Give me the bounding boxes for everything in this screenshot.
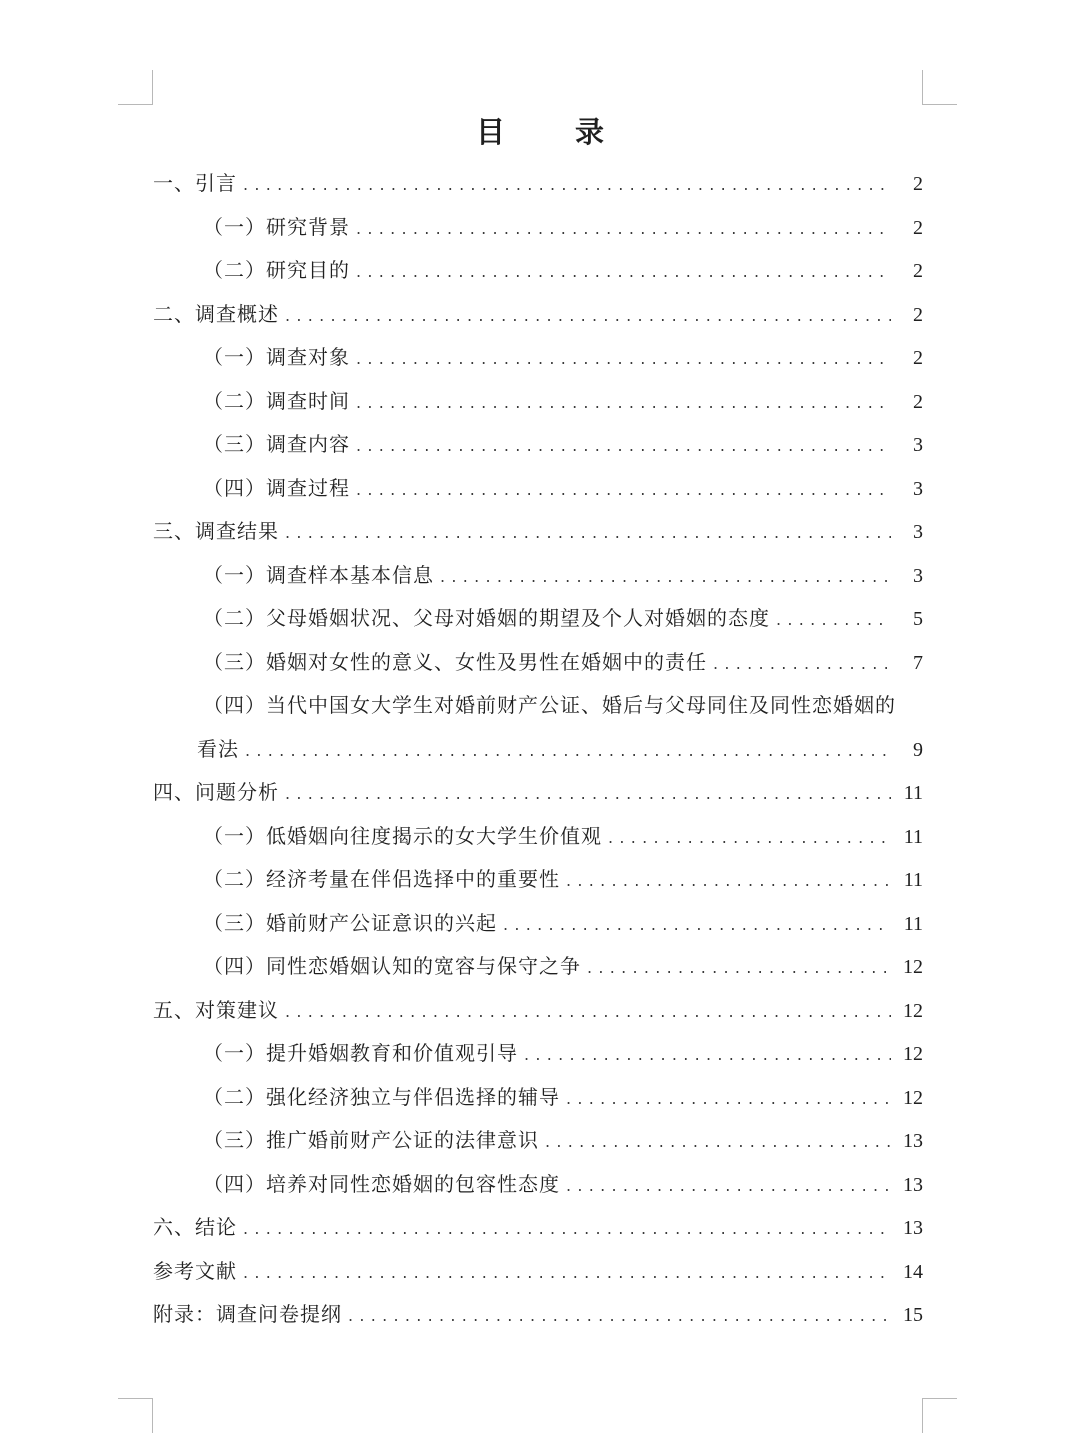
toc-dot-leader — [356, 337, 891, 381]
toc-entry[interactable] — [153, 293, 923, 337]
toc-dot-leader — [566, 859, 891, 903]
toc-page-number: 2 — [913, 347, 923, 369]
toc-dot-leader — [440, 555, 891, 599]
toc-entry-continuation[interactable] — [153, 728, 923, 772]
toc-entry[interactable] — [153, 510, 923, 554]
toc-entry[interactable] — [153, 815, 923, 859]
toc-entry-text: 看法 — [197, 736, 239, 761]
toc-entry-text: 一、引言 — [153, 171, 237, 195]
toc-entry-text: （二）经济考量在伴侣选择中的重要性 — [203, 867, 560, 891]
toc-page-number: 5 — [913, 608, 923, 630]
toc-entry-text: （二）强化经济独立与伴侣选择的辅导 — [203, 1084, 560, 1109]
toc-page-number: 13 — [903, 1130, 923, 1152]
toc-entry-text: （三）婚前财产公证意识的兴起 — [203, 910, 497, 935]
toc-entry[interactable] — [153, 1163, 923, 1207]
toc-page-number: 11 — [903, 912, 923, 935]
toc-dot-leader — [713, 642, 891, 686]
toc-entry[interactable] — [153, 1250, 923, 1294]
toc-page-number: 3 — [913, 564, 923, 587]
toc-dot-leader — [245, 729, 891, 773]
page-corner-mark-bottom-right — [922, 1398, 957, 1433]
toc-entry[interactable] — [153, 554, 923, 598]
toc-entry[interactable] — [153, 1206, 923, 1250]
toc-page-number: 11 — [903, 869, 923, 891]
toc-entry[interactable] — [153, 902, 923, 946]
toc-dot-leader — [356, 424, 891, 468]
toc-dot-leader — [524, 1033, 891, 1077]
toc-page-number: 7 — [913, 651, 923, 674]
toc-entry-text: （三）推广婚前财产公证的法律意识 — [203, 1128, 539, 1152]
toc-entry-text: （四）培养对同性恋婚姻的包容性态度 — [203, 1171, 560, 1196]
toc-page-number: 12 — [903, 1086, 923, 1109]
page-title: 目 录 — [475, 115, 635, 149]
toc-page-number: 2 — [913, 303, 923, 326]
toc-entry[interactable] — [153, 858, 923, 902]
toc-entry[interactable] — [153, 771, 923, 815]
toc-page-number: 11 — [903, 825, 923, 848]
toc-page-number: 13 — [903, 1217, 923, 1239]
toc-dot-leader — [587, 946, 891, 990]
toc-entry[interactable] — [153, 945, 923, 989]
toc-entry-text: （三）调查内容 — [203, 432, 350, 456]
toc-entry-text: （三）婚姻对女性的意义、女性及男性在婚姻中的责任 — [203, 649, 707, 674]
page-corner-mark-bottom-left — [118, 1398, 153, 1433]
toc-entry-text: 附录：调查问卷提纲 — [153, 1302, 342, 1326]
toc-entry[interactable] — [153, 380, 923, 424]
toc-dot-leader — [243, 163, 891, 207]
toc-page-number: 11 — [903, 782, 923, 804]
toc-entry-text: （四）同性恋婚姻认知的宽容与保守之争 — [203, 954, 581, 978]
toc-entry-text: 三、调查结果 — [153, 519, 279, 543]
toc-page-number: 2 — [913, 173, 923, 195]
toc-entry[interactable] — [153, 597, 923, 641]
toc-page-number: 3 — [913, 434, 923, 456]
toc-entry-text: 六、结论 — [153, 1215, 237, 1239]
toc-page-number: 3 — [913, 521, 923, 543]
toc-page-number: 2 — [913, 260, 923, 282]
toc-page-number: 2 — [913, 390, 923, 413]
toc-entry-text: （四）当代中国女大学生对婚前财产公证、婚后与父母同住及同性恋婚姻的 — [203, 693, 896, 717]
toc-dot-leader — [285, 990, 891, 1034]
toc-page-number: 12 — [903, 999, 923, 1022]
toc-entry[interactable] — [153, 467, 923, 511]
toc-page-number: 13 — [903, 1173, 923, 1196]
toc-entry-text: （一）调查样本基本信息 — [203, 562, 434, 587]
toc-page-number: 14 — [903, 1260, 923, 1283]
page-corner-mark-top-left — [118, 70, 153, 105]
toc-dot-leader — [545, 1120, 891, 1164]
toc-entry-text: 四、问题分析 — [153, 780, 279, 804]
toc-page-number: 2 — [913, 216, 923, 239]
toc-entry[interactable] — [153, 1076, 923, 1120]
toc-dot-leader — [356, 250, 891, 294]
toc-dot-leader — [608, 816, 891, 860]
toc-entry[interactable] — [153, 336, 923, 380]
toc-page-number: 12 — [903, 1043, 923, 1065]
toc-entry[interactable] — [153, 684, 923, 728]
toc-entry-text: （二）研究目的 — [203, 258, 350, 282]
toc-dot-leader — [356, 381, 891, 425]
toc-page-number: 9 — [913, 738, 923, 761]
toc-entry[interactable] — [153, 423, 923, 467]
toc-entry-text: （一）研究背景 — [203, 214, 350, 239]
toc-dot-leader — [356, 207, 891, 251]
toc-entry-text: （一）调查对象 — [203, 345, 350, 369]
toc-page-number: 15 — [903, 1304, 923, 1326]
toc-entry-text: （一）提升婚姻教育和价值观引导 — [203, 1041, 518, 1065]
toc-dot-leader — [566, 1164, 891, 1208]
toc-entry[interactable] — [153, 1119, 923, 1163]
toc-dot-leader — [285, 772, 891, 816]
toc-entry[interactable] — [153, 1032, 923, 1076]
toc-entry-text: （一）低婚姻向往度揭示的女大学生价值观 — [203, 823, 602, 848]
toc-dot-leader — [243, 1207, 891, 1251]
toc-page-number: 3 — [913, 477, 923, 500]
toc-entry[interactable] — [153, 206, 923, 250]
toc-dot-leader — [285, 511, 891, 555]
toc-entry-text: （二）父母婚姻状况、父母对婚姻的期望及个人对婚姻的态度 — [203, 606, 770, 630]
toc-entry-text: 二、调查概述 — [153, 301, 279, 326]
toc-entry-text: （二）调查时间 — [203, 388, 350, 413]
page-corner-mark-top-right — [922, 70, 957, 105]
toc-entry-text: 五、对策建议 — [153, 997, 279, 1022]
toc-dot-leader — [356, 468, 891, 512]
toc-dot-leader — [348, 1294, 891, 1338]
toc-entry[interactable] — [153, 249, 923, 293]
toc-dot-leader — [566, 1077, 891, 1121]
toc-entry[interactable] — [153, 1293, 923, 1337]
table-of-contents — [153, 162, 923, 1337]
toc-entry-text: 参考文献 — [153, 1258, 237, 1283]
toc-entry[interactable] — [153, 162, 923, 206]
toc-dot-leader — [776, 598, 891, 642]
toc-page-number: 12 — [903, 956, 923, 978]
toc-dot-leader — [243, 1251, 891, 1295]
toc-dot-leader — [503, 903, 891, 947]
toc-dot-leader — [285, 294, 891, 338]
toc-entry-text: （四）调查过程 — [203, 475, 350, 500]
toc-entry[interactable] — [153, 641, 923, 685]
toc-entry[interactable] — [153, 989, 923, 1033]
